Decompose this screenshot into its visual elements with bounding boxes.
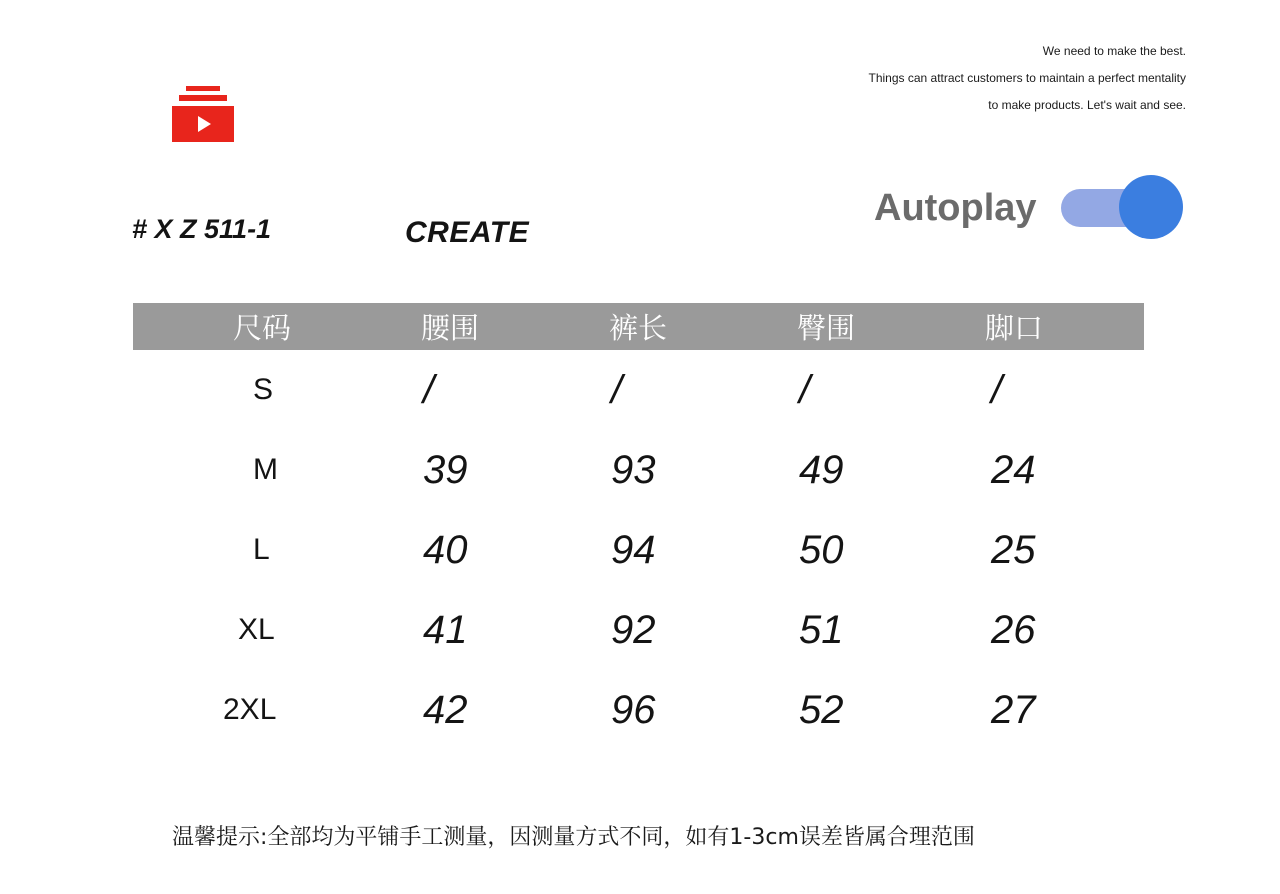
tagline-line-1: We need to make the best. [1042,44,1186,58]
table-header-row [133,303,1144,350]
cell-waist: / [423,367,435,412]
cell-leg-opening: 27 [991,687,1036,732]
cell-size: XL [238,613,275,646]
table-row [133,510,1144,590]
cell-leg-opening: 26 [991,607,1036,652]
toggle-knob [1119,175,1183,239]
cell-waist: 42 [423,687,468,732]
cell-size: S [253,373,274,406]
header-size: 尺码 [133,303,321,350]
cell-hip: / [799,367,811,412]
cell-leg-opening: / [991,367,1003,412]
autoplay-label: Autoplay [874,186,1037,229]
product-code: # X Z 511-1 [132,214,272,244]
cell-waist: 39 [423,447,468,492]
tagline-line-2: Things can attract customers to maintain a perfect mentality [868,71,1186,85]
cell-size: M [253,453,278,486]
brand-label: CREATE [405,216,530,249]
header-hip: 臀围 [697,303,885,350]
cell-hip: 49 [799,447,844,492]
cell-length: / [611,367,623,412]
size-table [133,303,1144,750]
cell-leg-opening: 24 [991,447,1036,492]
header-length: 裤长 [509,303,697,350]
cell-length: 94 [611,527,656,572]
stacked-red-play-icon [172,86,234,142]
footnote: 温馨提示:全部均为平铺手工测量，因测量方式不同，如有1-3cm误差皆属合理范围 [172,825,975,850]
cell-length: 93 [611,447,656,492]
cell-length: 92 [611,607,656,652]
table-row [133,590,1144,670]
autoplay-toggle[interactable] [1061,175,1183,241]
header-waist: 腰围 [321,303,509,350]
cell-waist: 40 [423,527,468,572]
cell-length: 96 [611,687,656,732]
cell-size: 2XL [223,693,277,726]
cell-hip: 51 [799,607,844,652]
autoplay-control [874,178,1183,238]
cell-size: L [253,533,270,566]
tagline-line-3: to make products. Let's wait and see. [988,98,1186,112]
cell-hip: 50 [799,527,844,572]
header-leg-opening: 脚口 [885,303,1144,350]
table-row [133,350,1144,430]
table-row [133,670,1144,750]
cell-leg-opening: 25 [991,527,1036,572]
cell-waist: 41 [423,607,468,652]
table-row [133,430,1144,510]
tagline [869,38,1186,119]
cell-hip: 52 [799,687,844,732]
